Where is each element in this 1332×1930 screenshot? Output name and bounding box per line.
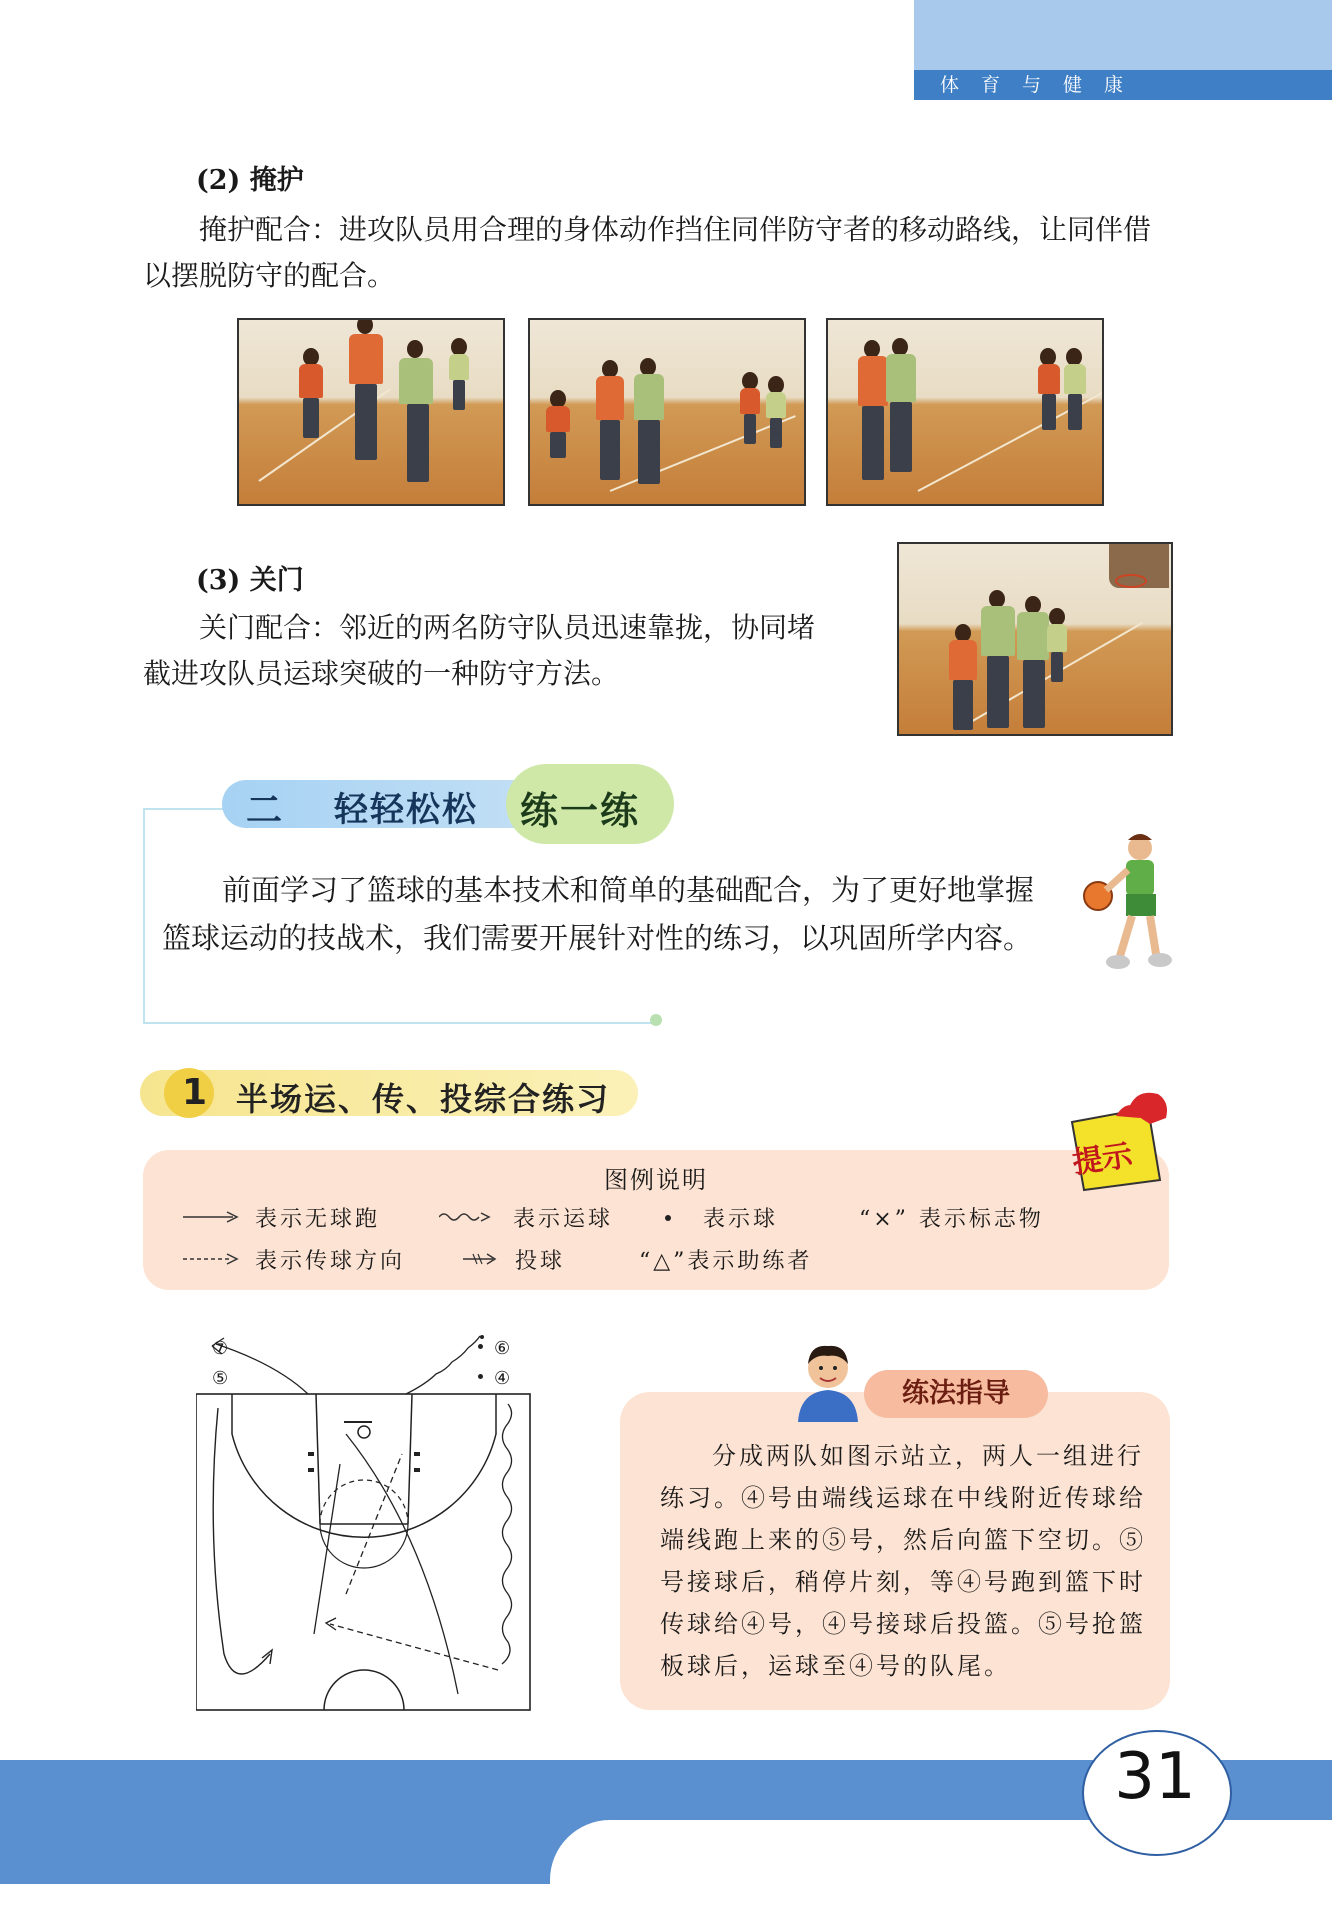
- basket-hoop: [1115, 574, 1147, 588]
- section-title-highlight: 练一练: [520, 789, 641, 833]
- screen-photo-2: [528, 318, 806, 506]
- diagram-label-6: ⑥: [494, 1338, 511, 1359]
- close-door-description: 关门配合：邻近的两名防守队员迅速靠拢，协同堵截进攻队员运球突破的一种防守方法。: [143, 611, 816, 690]
- header-title: 体育与健康: [940, 74, 1146, 96]
- ball-dot-6: [478, 1344, 483, 1349]
- legend-shot: 投球: [515, 1249, 566, 1274]
- screen-photo-3: [826, 318, 1104, 506]
- ball-dot-icon: [665, 1215, 671, 1221]
- close-door-photo: [897, 542, 1173, 736]
- intro-frame-dot: [650, 1014, 662, 1026]
- drill-title: 半场运、传、投综合练习: [236, 1080, 611, 1118]
- legend-box: [143, 1150, 1169, 1290]
- section-title: 轻轻松松: [334, 790, 478, 830]
- drill-number: 1: [182, 1072, 208, 1113]
- guide-text: 分成两队如图示站立，两人一组进行练习。④号由端线运球在中线附近传球给端线跑上来的⑤号，然后向篮下空切。⑤号接球后，稍停片刻，等④号跑到篮下时传球给④号，④号接球后投篮。⑤号抢篮板球后，运球至④号的队尾。: [660, 1442, 1146, 1680]
- footer-curve: [550, 1820, 1332, 1930]
- diagram-label-5: ⑤: [212, 1368, 229, 1389]
- section-number: 二: [246, 790, 283, 831]
- diagram-label-7: ⑦: [212, 1338, 229, 1359]
- legend-no-ball-run: 表示无球跑: [255, 1207, 381, 1232]
- legend-dribble: 表示运球: [513, 1207, 614, 1232]
- ball-dot-4: [478, 1374, 483, 1379]
- shot-arrow-icon: [463, 1252, 499, 1266]
- half-court-drill-diagram: [196, 1334, 534, 1714]
- cartoon-boy-illustration: [790, 1342, 866, 1422]
- cartoon-player-illustration: [1080, 830, 1176, 976]
- page-number: 31: [1114, 1740, 1196, 1814]
- dribble-wave-icon: [439, 1210, 495, 1224]
- screen-description: 掩护配合：进攻队员用合理的身体动作挡住同伴防守者的移动路线，让同伴借以摆脱防守的配合。: [143, 213, 1152, 292]
- legend-title: 图例说明: [604, 1166, 708, 1194]
- no-ball-run-arrow-icon: [183, 1210, 239, 1224]
- legend-assistant: “△”表示助练者: [639, 1249, 813, 1274]
- hint-label: 提示: [1070, 1137, 1135, 1181]
- screen-photo-1: [237, 318, 505, 506]
- pass-direction-arrow-icon: [183, 1252, 239, 1266]
- section-intro: 前面学习了篮球的基本技术和简单的基础配合，为了更好地掌握篮球运动的技战术，我们需要开展针对性的练习，以巩固所学内容。: [162, 873, 1035, 955]
- legend-pass-direction: 表示传球方向: [255, 1249, 406, 1274]
- legend-marker: “×” 表示标志物: [859, 1207, 1044, 1232]
- legend-ball: 表示球: [703, 1207, 779, 1232]
- guide-label: 练法指导: [902, 1378, 1010, 1409]
- screen-heading: (2) 掩护: [196, 165, 304, 196]
- close-door-heading: (3) 关门: [196, 565, 304, 596]
- diagram-label-4: ④: [494, 1368, 511, 1389]
